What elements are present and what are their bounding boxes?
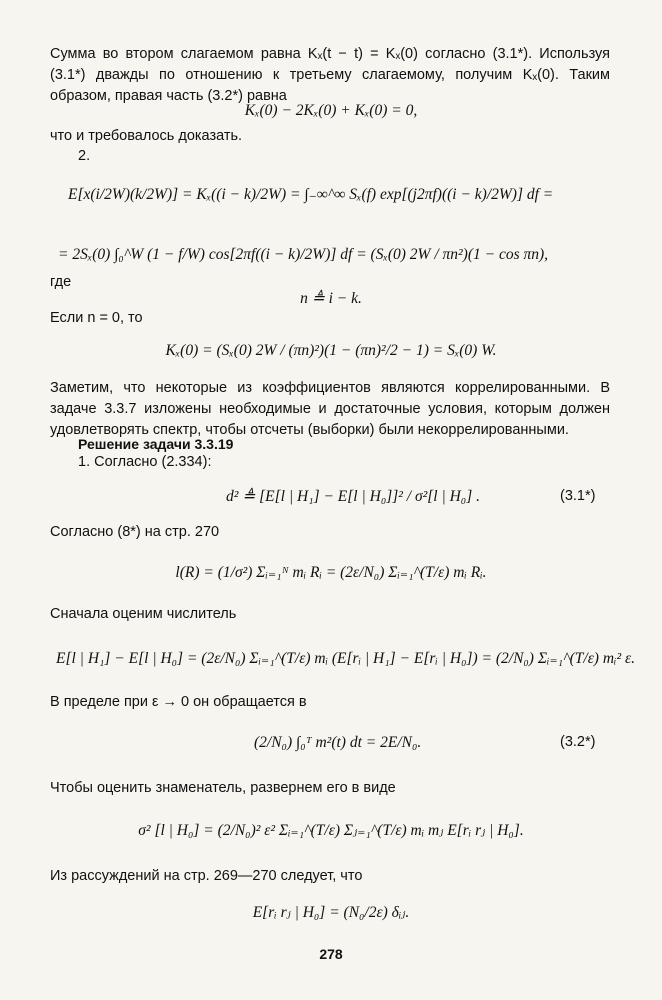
paragraph-7: В пределе при ε → 0 он обращается в: [50, 694, 307, 710]
equation-h: E[l | H₁] − E[l | H₀] = (2ε/N₀) Σᵢ₌₁^(T/ε) mᵢ (E[rᵢ | H₁] − E[rᵢ | H₀]) = (2/N₀) Σᵢ₌₁^(T/ε) mᵢ² ε.: [56, 650, 635, 667]
item-2-label: 2.: [78, 148, 91, 164]
equation-i: (2/N₀) ∫₀ᵀ m²(t) dt = 2E/N₀.: [254, 734, 422, 751]
equation-a: Kₓ(0) − 2Kₓ(0) + Kₓ(0) = 0,: [244, 102, 418, 119]
heading-text: Решение задачи 3.3.19: [78, 436, 234, 452]
page-number: 278: [319, 946, 343, 962]
paragraph-6: Сначала оценим числитель: [50, 606, 237, 622]
equation-f: d² ≜ [E[l | H₁] − E[l | H₀]]² / σ²[l | H₀] .: [226, 488, 480, 505]
paragraph-9: Из рассуждений на стр. 269—270 следует, что: [50, 868, 363, 884]
equation-d: n ≜ i − k.: [300, 290, 362, 307]
where-label: где: [50, 274, 72, 290]
paragraph-5: Согласно (8*) на стр. 270: [50, 524, 220, 540]
equation-k: E[rᵢ rⱼ | H₀] = (N₀/2ε) δᵢⱼ.: [252, 904, 410, 921]
if-n-zero-label: Если n = 0, то: [50, 310, 143, 326]
paragraph-1: Сумма во втором слагаемом равна Kₓ(t − t) = Kₓ(0) согласно (3.1*). Используя (3.1*) дважды по отношению к третьему слагаемому, получим Kₓ(0). Таким образом, правая часть (3.2*) равна: [50, 46, 610, 104]
equation-number-3-1: (3.1*): [560, 488, 596, 504]
equation-b: E[x(i/2W)(k/2W)] = Kₓ((i − k)/2W) = ∫₋∞^∞ Sₓ(f) exp[(j2πf)((i − k)/2W)] df =: [68, 186, 554, 203]
paragraph-2: что и требовалось доказать.: [50, 128, 243, 144]
equation-number-3-2: (3.2*): [560, 734, 596, 750]
paragraph-3: Заметим, что некоторые из коэффициентов являются коррелированными. В задаче 3.3.7 изложены необходимые и достаточные условия, которым должен удовлетворять спектр, чтобы отсчеты (выборки) были некоррелированными.: [50, 380, 610, 438]
equation-j: σ² [l | H₀] = (2/N₀)² ε² Σᵢ₌₁^(T/ε) Σⱼ₌₁^(T/ε) mᵢ mⱼ E[rᵢ rⱼ | H₀].: [138, 822, 524, 839]
paragraph-4: 1. Согласно (2.334):: [78, 454, 212, 470]
equation-c: = 2Sₓ(0) ∫₀^W (1 − f/W) cos[2πf((i − k)/2W)] df = (Sₓ(0) 2W / πn²)(1 − cos πn),: [58, 246, 549, 263]
paragraph-8: Чтобы оценить знаменатель, развернем его в виде: [50, 780, 396, 796]
equation-e: Kₓ(0) = (Sₓ(0) 2W / (πn)²)(1 − (πn)²/2 − 1) = Sₓ(0) W.: [165, 342, 497, 359]
equation-g: l(R) = (1/σ²) Σᵢ₌₁ᴺ mᵢ Rᵢ = (2ε/N₀) Σᵢ₌₁^(T/ε) mᵢ Rᵢ.: [175, 564, 487, 581]
